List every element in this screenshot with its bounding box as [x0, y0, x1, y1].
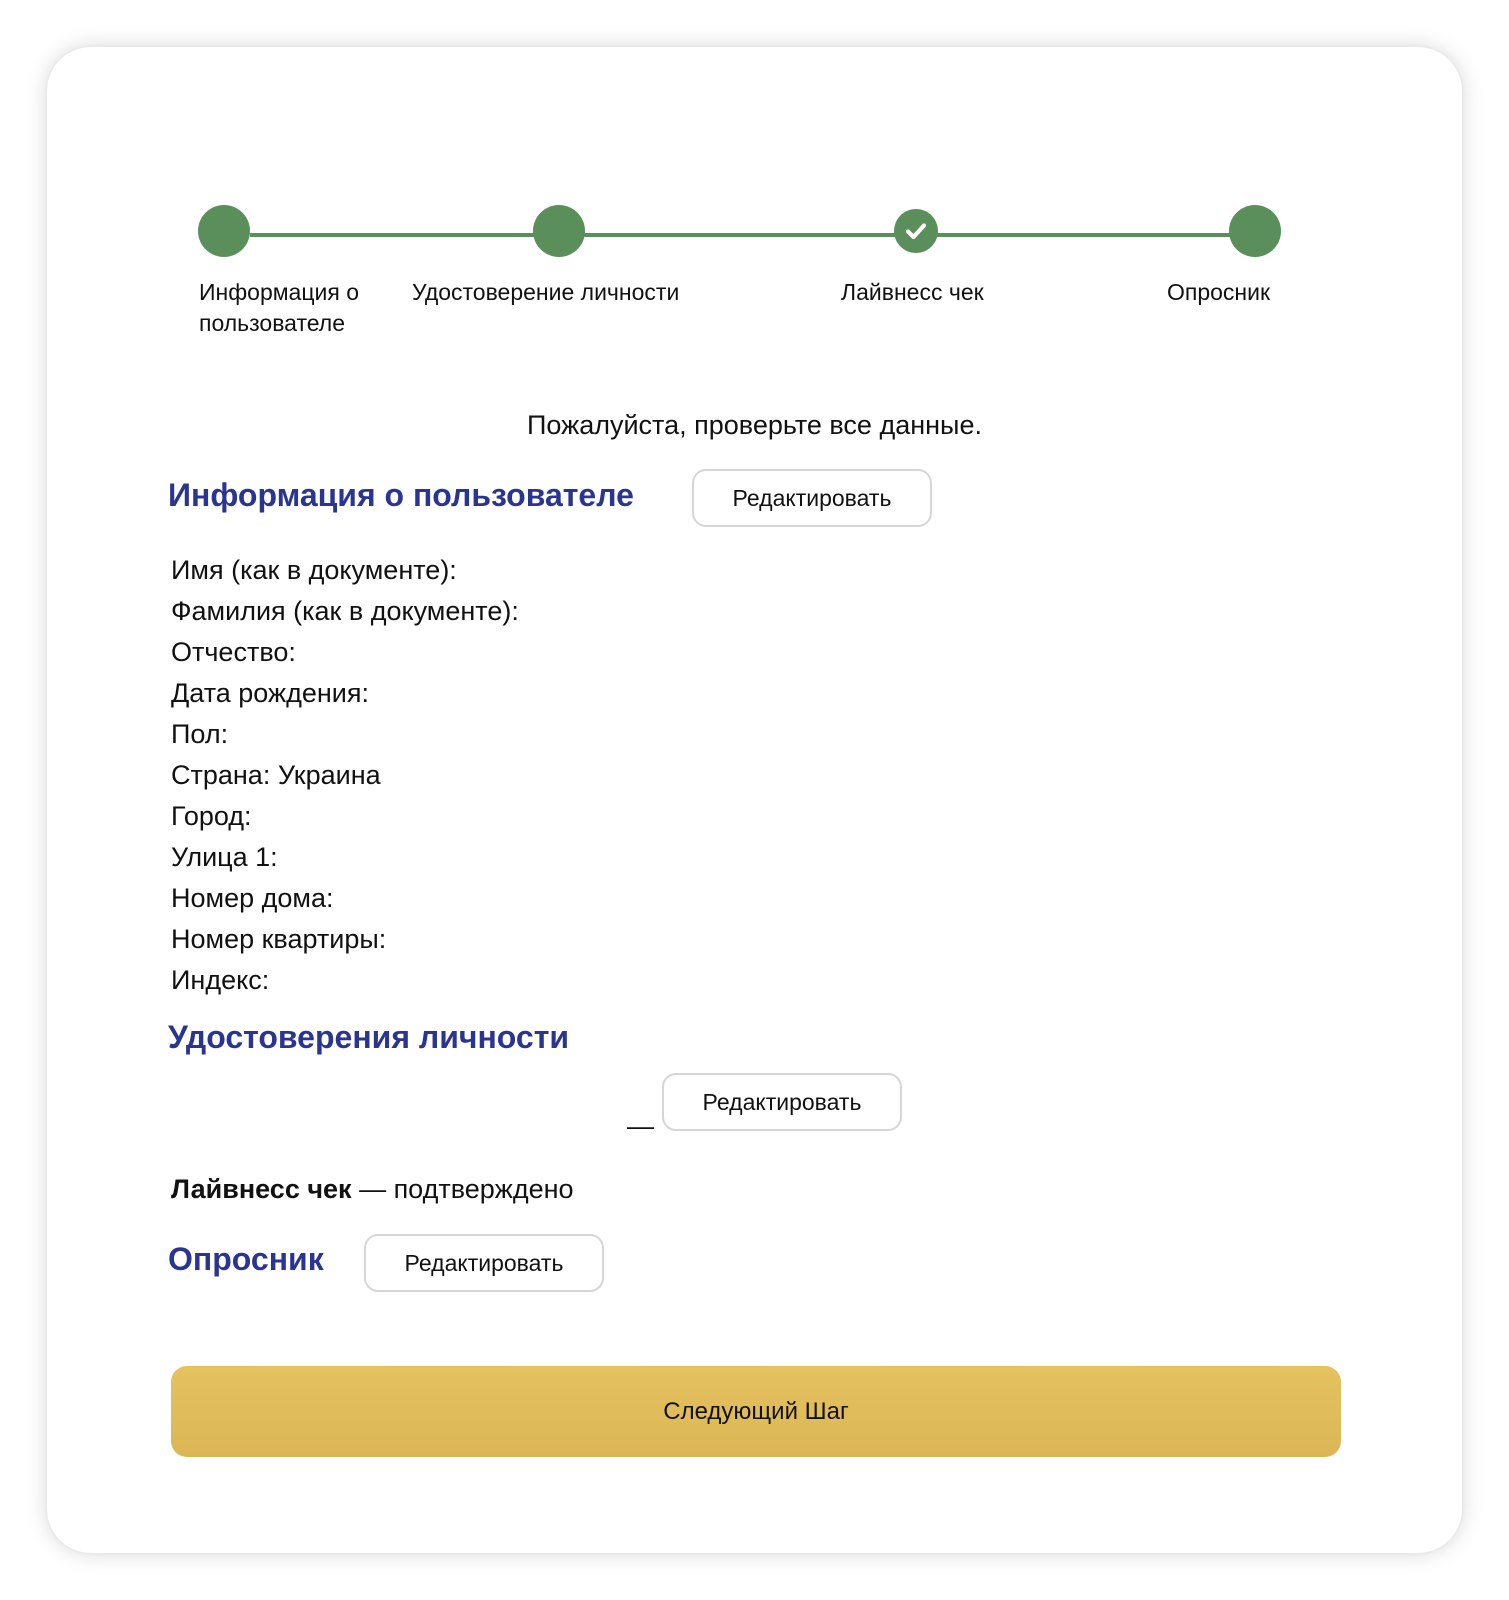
field-last-name: Фамилия (как в документе):	[171, 596, 519, 626]
field-postal-code: Индекс:	[171, 965, 270, 995]
field-city: Город:	[171, 801, 252, 831]
field-house-number: Номер дома:	[171, 883, 334, 913]
identity-value: —	[627, 1111, 654, 1141]
questionnaire-heading: Опросник	[168, 1241, 324, 1277]
field-patronymic: Отчество:	[171, 637, 296, 667]
user-info-fields	[171, 550, 519, 1001]
step-label-liveness: Лайвнесс чек	[841, 279, 984, 305]
next-step-button[interactable]: Следующий Шаг	[171, 1366, 1341, 1457]
field-country: Страна: Украина	[171, 760, 381, 790]
liveness-status-text: — подтверждено	[359, 1174, 574, 1204]
step-indicator-liveness	[894, 209, 938, 253]
step-connector	[250, 233, 1260, 237]
review-instruction: Пожалуйста, проверьте все данные.	[527, 410, 982, 440]
identity-heading: Удостоверения личности	[168, 1019, 570, 1055]
step-label-user-info: Информация о пользователе	[199, 279, 360, 336]
field-street: Улица 1:	[171, 842, 278, 872]
step-indicator-user-info	[198, 205, 250, 257]
liveness-status	[171, 1171, 574, 1207]
field-birth-date: Дата рождения:	[171, 678, 369, 708]
field-gender: Пол:	[171, 719, 229, 749]
step-label-questionnaire: Опросник	[1167, 279, 1271, 305]
step-label-identity: Удостоверение личности	[412, 279, 680, 305]
liveness-label: Лайвнесс чек	[171, 1174, 352, 1204]
checkmark-icon	[903, 218, 929, 244]
field-first-name: Имя (как в документе):	[171, 555, 457, 585]
edit-user-info-button[interactable]: Редактировать	[692, 469, 932, 527]
step-indicator-questionnaire	[1229, 205, 1281, 257]
field-apartment-number: Номер квартиры:	[171, 924, 387, 954]
edit-identity-button[interactable]: Редактировать	[662, 1073, 902, 1131]
user-info-heading: Информация о пользователе	[168, 477, 634, 513]
step-indicator-identity	[533, 205, 585, 257]
edit-questionnaire-button[interactable]: Редактировать	[364, 1234, 604, 1292]
